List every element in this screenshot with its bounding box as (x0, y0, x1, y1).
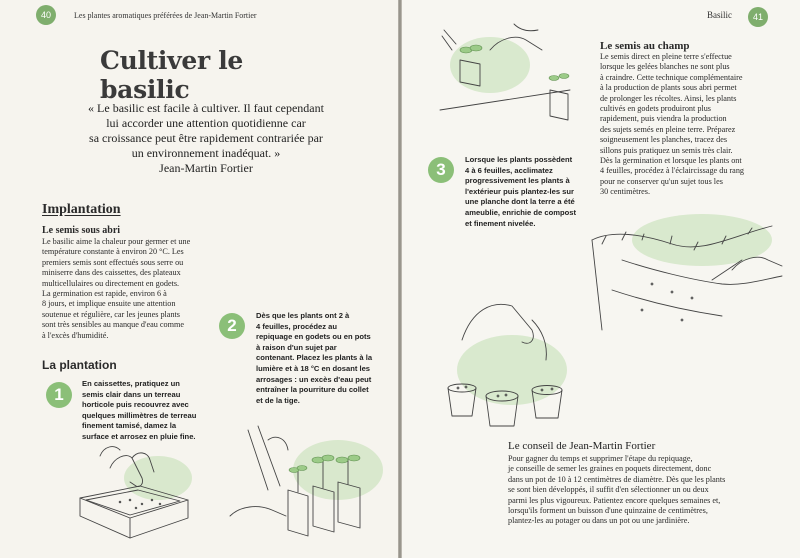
text-line: à l'excès d'humidité. (42, 330, 109, 340)
text-line: 8 jours, et implique ensuite une attention (42, 299, 176, 309)
text-line: lorsqu'ils forment un buisson d'une quinzaine de centimètres, (508, 506, 708, 516)
transplant-hand-illustration (430, 20, 580, 130)
text-line: soigneusement les planches, tracez des (600, 135, 728, 145)
step-number-2: 2 (219, 313, 245, 339)
step-2-text (256, 311, 396, 406)
text-line: lorsque les gelées blanches ne sont plus (600, 62, 730, 72)
semis-champ-paragraph (600, 52, 790, 198)
text-line: cultivés en godets produiront plus (600, 104, 711, 114)
text-line: Pour gagner du temps et supprimer l'étape du repiquage, (508, 454, 693, 463)
text-line: l'extérieur puis plantez-les sur (465, 186, 574, 196)
quote-author: Jean-Martin Fortier (159, 161, 253, 175)
text-line: sillons puis pratiquez un semis très clair. (600, 145, 733, 155)
text-line: contenant. Placez les plants à la (256, 353, 373, 363)
text-line: horticole puis recouvrez avec (82, 400, 189, 410)
text-line: progressivement les plants à (465, 176, 570, 186)
running-head-left: Les plantes aromatiques préférées de Jean-Martin Fortier (74, 11, 257, 20)
subheading-semis-champ: Le semis au champ (600, 40, 690, 52)
quote-line: sa croissance peut être rapidement contrariée par (89, 131, 323, 145)
text-line: se sont bien développés, il suffit d'en sélectionner un ou deux (508, 485, 709, 495)
seed-tray-illustration (70, 438, 200, 548)
text-line: à raison d'un sujet par (256, 342, 337, 352)
text-line: Dès la germination et lorsque les plants ont (600, 156, 742, 166)
text-line: 4 à 6 feuilles, acclimatez (465, 165, 553, 175)
text-line: 4 feuilles, procédez à l'éclaircissage du rang (600, 166, 745, 176)
pull-quote (56, 101, 356, 176)
field-furrow-illustration (582, 200, 792, 340)
text-line: dans un pot de 10 à 12 centimètres de diamètre. Dès que les plants (508, 474, 726, 484)
text-line: ameublie, enrichie de compost (465, 207, 576, 217)
text-line: pour ne conserver qu'un sujet tous les (600, 176, 723, 186)
text-line: miniserre dans des caissettes, des plateaux (42, 268, 181, 278)
text-line: repiquage en godets ou en pots (256, 332, 371, 342)
text-line: sont très sensibles au manque d'eau comme (42, 320, 184, 330)
text-line: plantez-les au potager ou dans un pot ou une jardinière. (508, 516, 690, 526)
implantation-paragraph (42, 237, 242, 341)
step-number-3: 3 (428, 157, 454, 183)
text-line: La germination est rapide, environ 6 à (42, 289, 167, 299)
text-line: arrosages : un excès d'eau peut (256, 374, 372, 384)
section-heading-implantation: Implantation (42, 202, 121, 217)
text-line: Lorsque les plants possèdent (465, 155, 573, 164)
text-line: surface et arrosez en pluie fine. (82, 431, 196, 441)
step-number-1: 1 (46, 382, 72, 408)
left-page (0, 0, 398, 558)
text-line: à la production de plants sous abri permet (600, 83, 737, 93)
text-line: En caissettes, pratiquez un (82, 379, 180, 388)
text-line: lumière et à 18 °C en dosant les (256, 363, 371, 373)
running-head-right: Basilic (707, 10, 732, 20)
subheading-semis-sous-abri: Le semis sous abri (42, 225, 121, 236)
text-line: je conseille de semer les graines en poquets directement, donc (508, 464, 712, 474)
text-line: température constante à environ 20 °C. Les (42, 247, 184, 257)
poquet-pots-illustration (422, 300, 592, 440)
text-line: Dès que les plants ont 2 à (256, 311, 350, 320)
quote-line: un environnement inadéquat. » (131, 146, 281, 160)
text-line: des sujets semés en pleine terre. Préparez (600, 124, 736, 134)
quote-line: « Le basilic est facile à cultiver. Il faut cependant (88, 101, 324, 115)
text-line: finement tamisé, damez la (82, 421, 177, 431)
text-line: une planche dont la terre a été (465, 197, 575, 207)
right-page (402, 0, 800, 558)
text-line: multicellulaires ou directement en godets. (42, 278, 180, 288)
text-line: Le basilic aime la chaleur pour germer et une (42, 237, 191, 246)
conseil-heading: Le conseil de Jean-Martin Fortier (508, 440, 656, 452)
quote-line: lui accorder une attention quotidienne car (106, 116, 306, 130)
text-line: Le semis direct en pleine terre s'effectue (600, 52, 732, 61)
text-line: premiers semis sont effectués sous serre ou (42, 257, 184, 267)
text-line: 30 centimètres. (600, 187, 651, 197)
text-line: de prolonger les récoltes. Ainsi, les plants (600, 93, 737, 103)
seedling-pots-illustration (228, 420, 398, 550)
text-line: 4 feuilles, procédez au (256, 321, 338, 331)
conseil-paragraph (508, 454, 778, 527)
page-title: Cultiver le basilic (100, 46, 244, 104)
text-line: quelques millimètres de terreau (82, 410, 197, 420)
text-line: et finement nivelée. (465, 218, 536, 228)
page-number-left: 40 (36, 5, 56, 25)
text-line: semis clair dans un terreau (82, 389, 181, 399)
text-line: à craindre. Cette technique complémentaire (600, 72, 743, 82)
section-heading-plantation: La plantation (42, 358, 117, 372)
page-number-right: 41 (748, 7, 768, 27)
text-line: et de la tige. (256, 395, 300, 405)
text-line: parmi les plus vigoureux. Patientez encore quelques semaines et, (508, 495, 721, 505)
text-line: entraîner la pourriture du collet (256, 385, 369, 395)
text-line: rapidement, puis viendra la production (600, 114, 727, 124)
step-1-text (82, 379, 222, 443)
text-line: soutenue et régulière, car les jeunes plants (42, 309, 180, 319)
